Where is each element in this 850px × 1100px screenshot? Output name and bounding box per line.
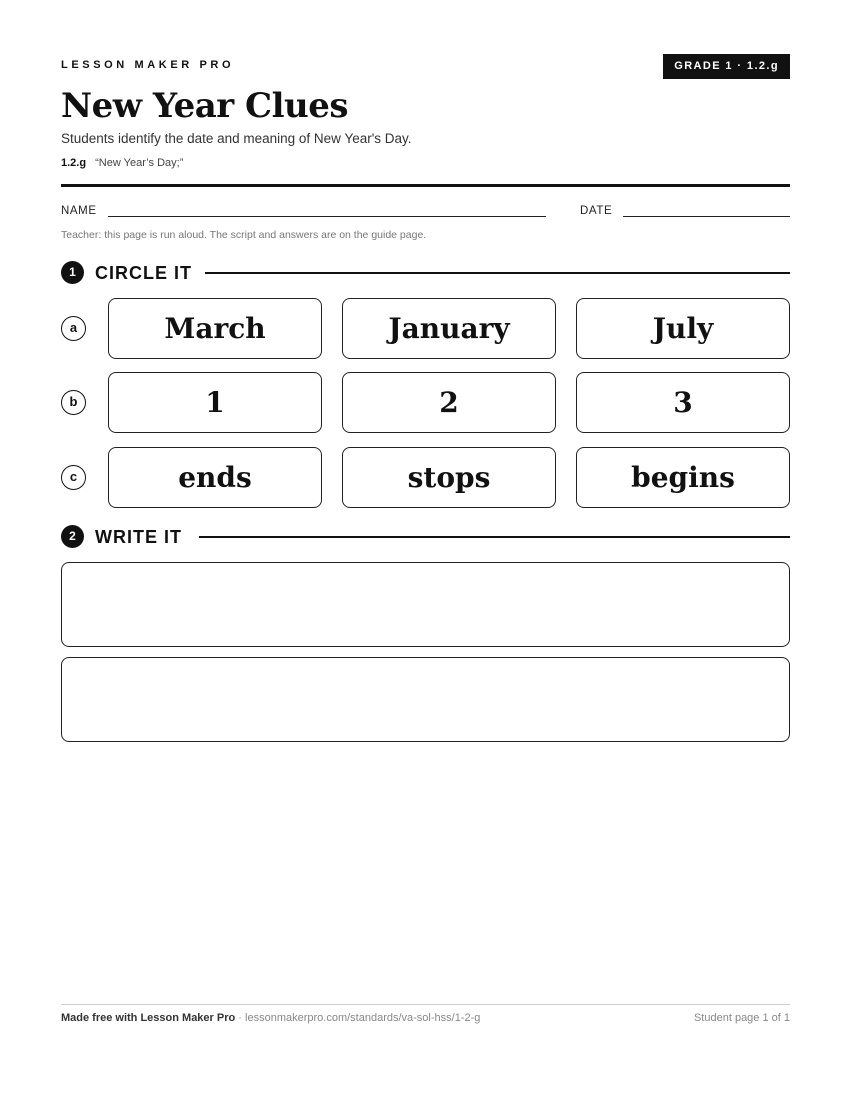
row-letter-a: a xyxy=(61,316,86,341)
footer-url[interactable]: lessonmakerpro.com/standards/va-sol-hss/1-2-g xyxy=(245,1012,481,1024)
choice-a-2[interactable]: January xyxy=(342,298,556,359)
footer-separator: · xyxy=(238,1012,246,1024)
footer-made-with: Made free with Lesson Maker Pro xyxy=(61,1012,236,1024)
row-letter-b: b xyxy=(61,390,86,415)
standard-reference xyxy=(61,157,183,169)
grade-badge: GRADE 1 · 1.2.g xyxy=(663,54,790,79)
choice-a-3[interactable]: July xyxy=(576,298,790,359)
section-rule xyxy=(199,536,790,538)
choice-c-3[interactable]: begins xyxy=(576,447,790,508)
standard-code: 1.2.g xyxy=(61,157,87,169)
choice-b-3[interactable]: 3 xyxy=(576,372,790,433)
footer-page-label: Student page 1 of 1 xyxy=(693,1012,790,1024)
date-field[interactable] xyxy=(623,216,790,217)
choice-b-2[interactable]: 2 xyxy=(342,372,556,433)
footer-credit xyxy=(61,1012,480,1024)
standard-text: “New Year’s Day;” xyxy=(95,157,184,169)
row-letter-c: c xyxy=(61,465,86,490)
page-title: New Year Clues xyxy=(61,86,349,126)
writing-box-2[interactable] xyxy=(61,657,790,742)
section-circle-it-header xyxy=(61,260,790,286)
footer-divider xyxy=(61,1004,790,1005)
writing-box-1[interactable] xyxy=(61,562,790,647)
section-write-it-header xyxy=(61,524,790,550)
choice-a-1[interactable]: March xyxy=(108,298,322,359)
name-date-row xyxy=(61,205,790,221)
name-label: NAME xyxy=(61,205,97,217)
section-title: CIRCLE IT xyxy=(95,263,192,283)
choice-b-1[interactable]: 1 xyxy=(108,372,322,433)
section-title: WRITE IT xyxy=(95,527,182,547)
date-label: DATE xyxy=(580,205,613,217)
header-divider xyxy=(61,184,790,187)
worksheet-page xyxy=(61,0,790,1100)
page-subtitle: Students identify the date and meaning of New Year's Day. xyxy=(61,131,412,146)
teacher-note: Teacher: this page is run aloud. The script and answers are on the guide page. xyxy=(61,229,427,241)
section-number-badge: 1 xyxy=(61,261,84,284)
choice-c-2[interactable]: stops xyxy=(342,447,556,508)
section-number-badge: 2 xyxy=(61,525,84,548)
choice-c-1[interactable]: ends xyxy=(108,447,322,508)
section-rule xyxy=(205,272,790,274)
brand-name: LESSON MAKER PRO xyxy=(61,59,235,71)
name-field[interactable] xyxy=(108,216,546,217)
